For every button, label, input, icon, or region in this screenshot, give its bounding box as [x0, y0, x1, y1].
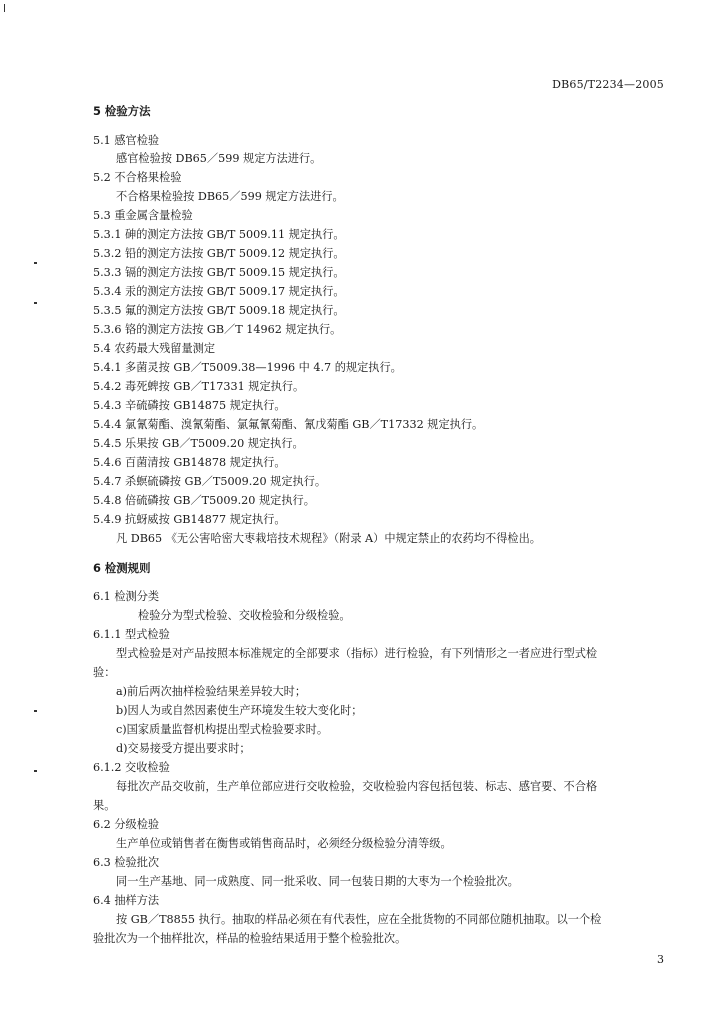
subsection-heading: 6.4 抽样方法: [93, 894, 160, 907]
subsection-heading: 6.1.2 交收检验: [93, 761, 170, 774]
subsection-heading: 6.1 检测分类: [93, 590, 160, 603]
scan-mark: [34, 262, 37, 264]
scan-mark: [34, 770, 37, 772]
list-item: 5.4.3 辛硫磷按 GB14875 规定执行。: [93, 399, 286, 412]
list-item: 5.3.3 镉的测定方法按 GB/T 5009.15 规定执行。: [93, 266, 345, 279]
list-item: 5.4.9 抗蚜威按 GB14877 规定执行。: [93, 513, 286, 526]
paragraph-line: 每批次产品交收前，生产单位部应进行交收检验，交收检验内容包括包装、标志、感官要、不合格: [116, 780, 598, 793]
subsection-heading: 5.3 重金属含量检验: [93, 209, 193, 222]
list-item: 5.3.6 铬的测定方法按 GB／T 14962 规定执行。: [93, 323, 342, 336]
document-code: DB65/T2234—2005: [552, 78, 664, 91]
paragraph-line: 果。: [93, 799, 116, 812]
list-item: b)因人为或自然因素使生产环境发生较大变化时；: [116, 704, 363, 717]
list-item: 5.3.1 砷的测定方法按 GB/T 5009.11 规定执行。: [93, 228, 345, 241]
page-number: 3: [657, 953, 664, 966]
paragraph-line: 不合格果检验按 DB65／599 规定方法进行。: [116, 190, 344, 203]
subsection-heading: 5.2 不合格果检验: [93, 171, 182, 184]
subsection-heading: 5.1 感官检验: [93, 134, 160, 147]
list-item: 5.3.4 汞的测定方法按 GB/T 5009.17 规定执行。: [93, 285, 345, 298]
scan-mark: [34, 302, 37, 304]
paragraph-line: 生产单位或销售者在衡售或销售商品时，必须经分级检验分清等级。: [116, 837, 452, 850]
subsection-heading: 6.1.1 型式检验: [93, 628, 170, 641]
scan-mark: [34, 710, 37, 712]
list-item: 5.4.6 百菌清按 GB14878 规定执行。: [93, 456, 286, 469]
list-item: 5.3.5 氟的测定方法按 GB/T 5009.18 规定执行。: [93, 304, 345, 317]
list-item: c)国家质量监督机构提出型式检验要求时。: [116, 723, 329, 736]
scan-mark: [4, 4, 5, 12]
list-item: 5.4.2 毒死蜱按 GB／T17331 规定执行。: [93, 380, 305, 393]
subsection-heading: 5.4 农药最大残留量测定: [93, 342, 216, 355]
list-item: 5.4.1 多菌灵按 GB／T5009.38—1996 中 4.7 的规定执行。: [93, 361, 402, 374]
list-item: d)交易接受方提出要求时；: [116, 742, 251, 755]
list-item: 5.4.4 氯氰菊酯、溴氰菊酯、氯氟氰菊酯、氰戊菊酯 GB／T17332 规定执行。: [93, 418, 484, 431]
paragraph-line: 同一生产基地、同一成熟度、同一批采收、同一包装日期的大枣为一个检验批次。: [116, 875, 519, 888]
paragraph-line: 按 GB／T8855 执行。抽取的样品必须在有代表性，应在全批货物的不同部位随机抽取。以一个检: [116, 913, 602, 926]
paragraph-line: 感官检验按 DB65／599 规定方法进行。: [116, 152, 322, 165]
paragraph-line: 凡 DB65 《无公害哈密大枣栽培技术规程》（附录 A）中规定禁止的农药均不得检出。: [116, 532, 541, 545]
list-item: 5.4.7 杀螟硫磷按 GB／T5009.20 规定执行。: [93, 475, 327, 488]
section-heading: 5 检验方法: [93, 104, 151, 118]
list-item: 5.3.2 铅的测定方法按 GB/T 5009.12 规定执行。: [93, 247, 345, 260]
subsection-heading: 6.3 检验批次: [93, 856, 160, 869]
paragraph-line: 验：: [93, 666, 116, 679]
list-item: 5.4.5 乐果按 GB／T5009.20 规定执行。: [93, 437, 304, 450]
list-item: a)前后两次抽样检验结果差异较大时；: [116, 685, 307, 698]
paragraph-line: 验批次为一个抽样批次，样品的检验结果适用于整个检验批次。: [93, 932, 407, 945]
section-heading: 6 检测规则: [93, 561, 151, 575]
list-item: 5.4.8 倍硫磷按 GB／T5009.20 规定执行。: [93, 494, 315, 507]
subsection-heading: 6.2 分级检验: [93, 818, 160, 831]
paragraph-line: 型式检验是对产品按照本标准规定的全部要求（指标）进行检验，有下列情形之一者应进行型式检: [116, 647, 598, 660]
paragraph-line: 检验分为型式检验、交收检验和分级检验。: [138, 609, 351, 622]
